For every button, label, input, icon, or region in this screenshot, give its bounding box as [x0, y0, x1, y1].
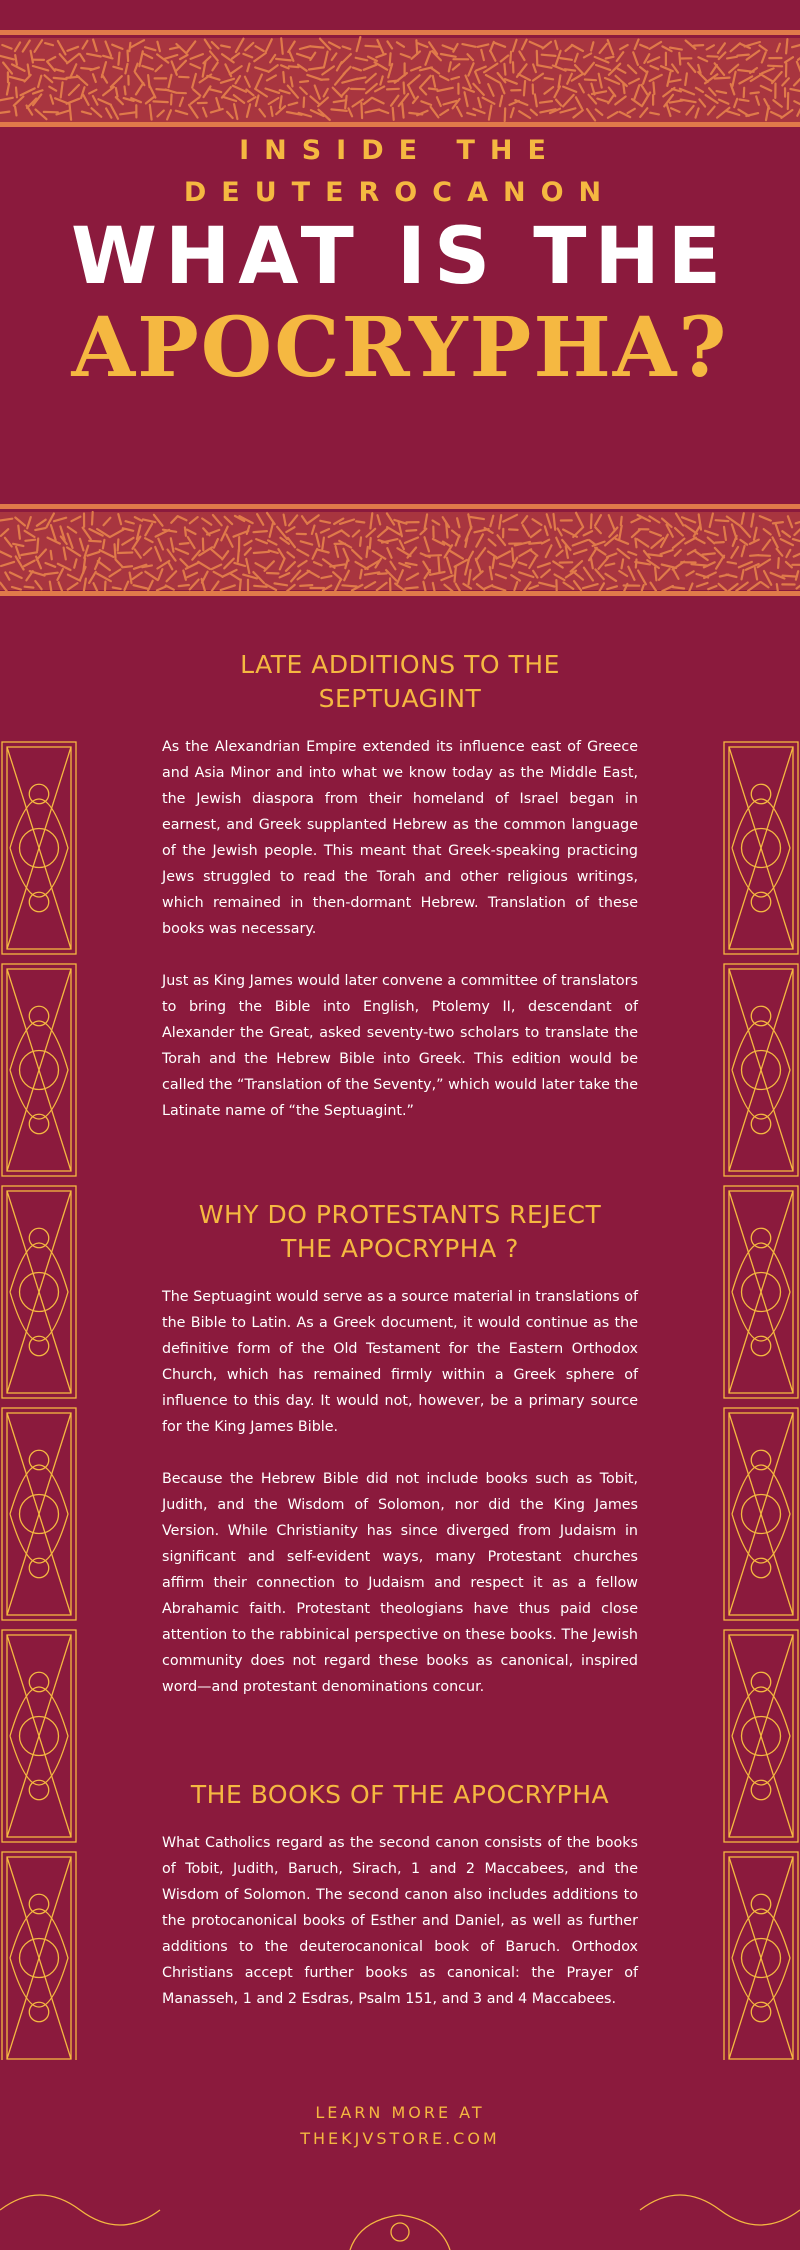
paragraph: Because the Hebrew Bible did not include books such as Tobit, Judith, and the Wisdom of Solomon, nor did the King James Version. While Christianity has since diverged from Judaism in significant and self-evident ways, many Protestant churches affirm their connection to Judaism and respect it as a fellow Abrahamic faith. Protestant theologians have thus paid close attention to the rabbinical perspective on these books. The Jewish community does not regard these books as canonical, inspired word—and protestant denominations concur. [162, 1471, 638, 1695]
footer-line-1: LEARN MORE AT [315, 2103, 485, 2122]
title-line-1: WHAT IS THE [70, 212, 730, 302]
section-heading: WHY DO PROTESTANTS REJECT THE APOCRYPHA ? [198, 1200, 602, 1263]
top-pattern-band [0, 0, 800, 130]
kicker-line-2: DEUTEROCANON [183, 177, 617, 208]
section-heading: THE BOOKS OF THE APOCRYPHA [190, 1780, 610, 1809]
paragraph: Just as King James would later convene a committee of translators to bring the Bible into English, Ptolemy II, descendant of Alexander the Great, asked seventy-two scholars to translate the Torah and the Hebrew Bible into Greek. This edition would be called the “Translation of the Seventy,” which would later take the Latinate name of “the Septuagint.” [162, 973, 638, 1119]
section-heading: LATE ADDITIONS TO THE SEPTUAGINT [240, 650, 560, 713]
section-books-of-apocrypha [162, 1778, 638, 2012]
paragraph: What Catholics regard as the second canon consists of the books of Tobit, Judith, Baruch, Sirach, 1 and 2 Maccabees, and the Wisdom of Solomon. The second canon also includes additions to the protocanonical books of Esther and Daniel, as well as further additions to the deuterocanonical book of Baruch. Orthodox Christians accept further books as canonical: the Prayer of Manasseh, 1 and 2 Esdras, Psalm 151, and 3 and 4 Maccabees. [162, 1835, 638, 2007]
footer-link[interactable]: THEKJVSTORE.COM [300, 2129, 500, 2148]
paragraph: The Septuagint would serve as a source material in translations of the Bible to Latin. As a Greek document, it would continue as the definitive form of the Old Testament for the Eastern Orthodox Church, which has remained firmly within a Greek sphere of influence to this day. It would not, however, be a primary source for the King James Bible. [162, 1289, 638, 1435]
section-late-additions [162, 648, 638, 1124]
paragraph: As the Alexandrian Empire extended its influence east of Greece and Asia Minor and into what we know today as the Middle East, the Jewish diaspora from their homeland of Israel began in earnest, and Greek supplanted Hebrew as the common language of the Jewish people. This meant that Greek-speaking practicing Jews struggled to read the Torah and other religious writings, which remained in then-dormant Hebrew. Translation of these books was necessary. [162, 739, 638, 937]
right-ornament-column [722, 740, 800, 2060]
middle-pattern-band [0, 498, 800, 600]
header [0, 130, 800, 396]
bottom-ornament [0, 2170, 800, 2250]
kicker-line-1: INSIDE THE [239, 135, 561, 166]
title-line-2: APOCRYPHA? [71, 300, 729, 396]
left-ornament-column [0, 740, 78, 2060]
section-protestants-reject [162, 1198, 638, 1700]
footer [0, 2100, 800, 2152]
